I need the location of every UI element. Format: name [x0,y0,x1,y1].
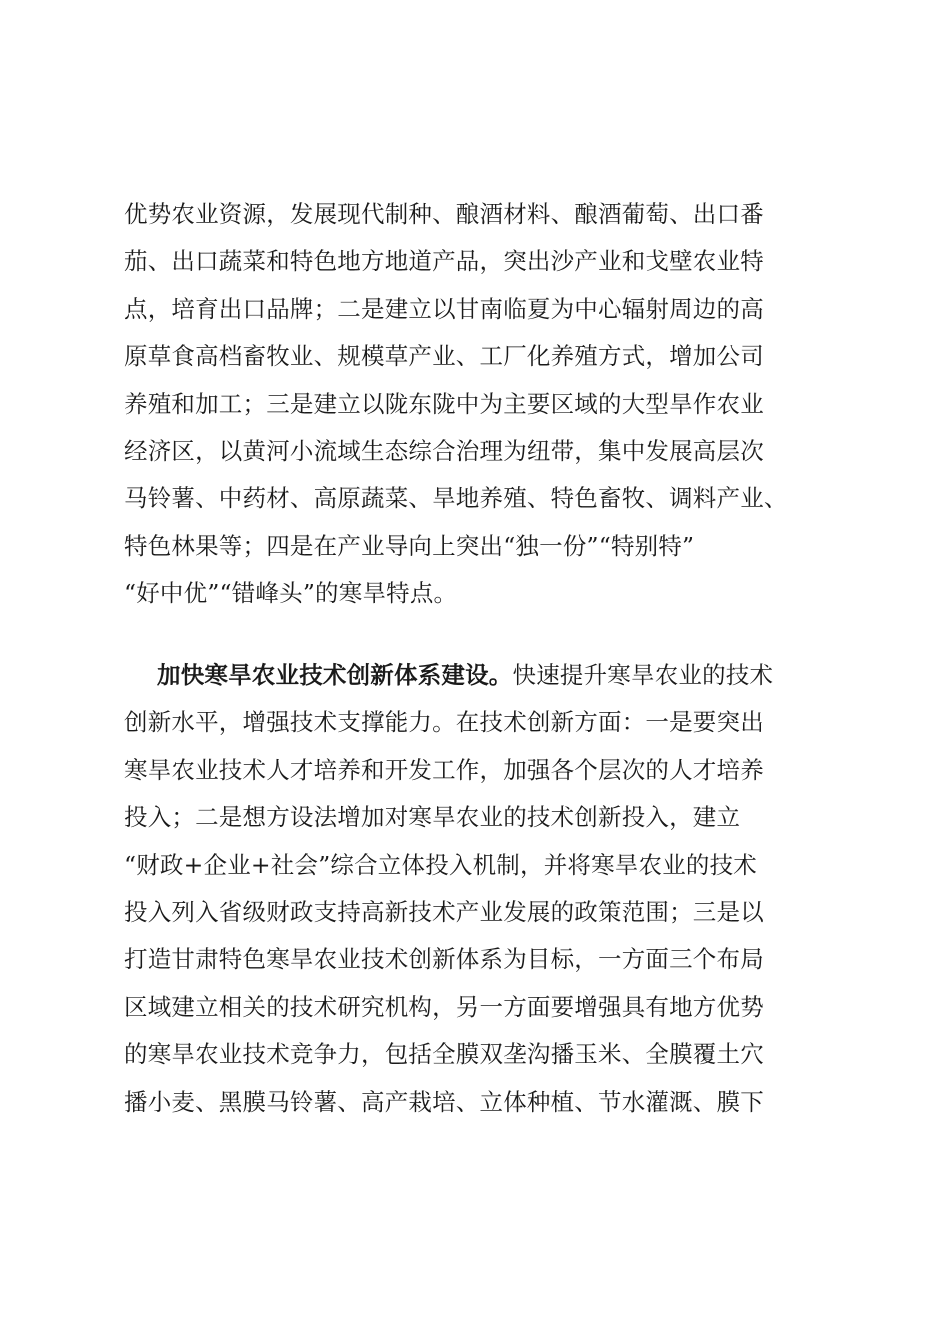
text-line: 茄、出口蔬菜和特色地方地道产品，突出沙产业和戈壁农业特 [124,247,764,276]
text-line: 播小麦、黑膜马铃薯、高产栽培、立体种植、节水灌溉、膜下 [124,1087,764,1116]
text-line: 寒旱农业技术人才培养和开发工作，加强各个层次的人才培养 [124,755,764,784]
text-line: 投入列入省级财政支持高新技术产业发展的政策范围；三是以 [124,897,764,926]
paragraph-heading: 加快寒旱农业技术创新体系建设。 [157,661,513,689]
text-line: 原草食高档畜牧业、规模草产业、工厂化养殖方式，增加公司 [124,342,764,371]
paragraph-tech-innovation [124,652,844,1126]
text-line: “财政+企业+社会”综合立体投入机制，并将寒旱农业的技术 [124,850,758,879]
text-line: 打造甘肃特色寒旱农业技术创新体系为目标，一方面三个布局 [124,945,764,974]
text-line: 养殖和加工；三是建立以陇东陇中为主要区域的大型旱作农业 [124,389,764,418]
text-line: 优势农业资源，发展现代制种、酿酒材料、酿酒葡萄、出口番 [124,200,764,228]
text-line: 创新水平，增强技术支撑能力。在技术创新方面：一是要突出 [124,708,764,737]
text-line: “好中优”“错峰头”的寒旱特点。 [124,579,458,608]
text-line: 马铃薯、中药材、高原蔬菜、旱地养殖、特色畜牧、调料产业、 [124,484,788,513]
paragraph-first-line [124,652,844,699]
text-line: 的寒旱农业技术竞争力，包括全膜双垄沟播玉米、全膜覆土穴 [124,1040,764,1069]
text-line: 区域建立相关的技术研究机构，另一方面要增强具有地方优势 [124,992,764,1021]
text-line: 经济区，以黄河小流域生态综合治理为纽带，集中发展高层次 [124,436,764,465]
text-line: 点，培育出口品牌；二是建立以甘南临夏为中心辐射周边的高 [124,294,764,323]
paragraph-first-line-text: 快速提升寒旱农业的技术 [512,661,774,689]
text-line: 投入；二是想方设法增加对寒旱农业的技术创新投入，建立 [124,803,741,832]
paragraph-regional-layout [124,191,844,618]
text-line: 特色林果等；四是在产业导向上突出“独一份”“特别特” [124,531,695,560]
